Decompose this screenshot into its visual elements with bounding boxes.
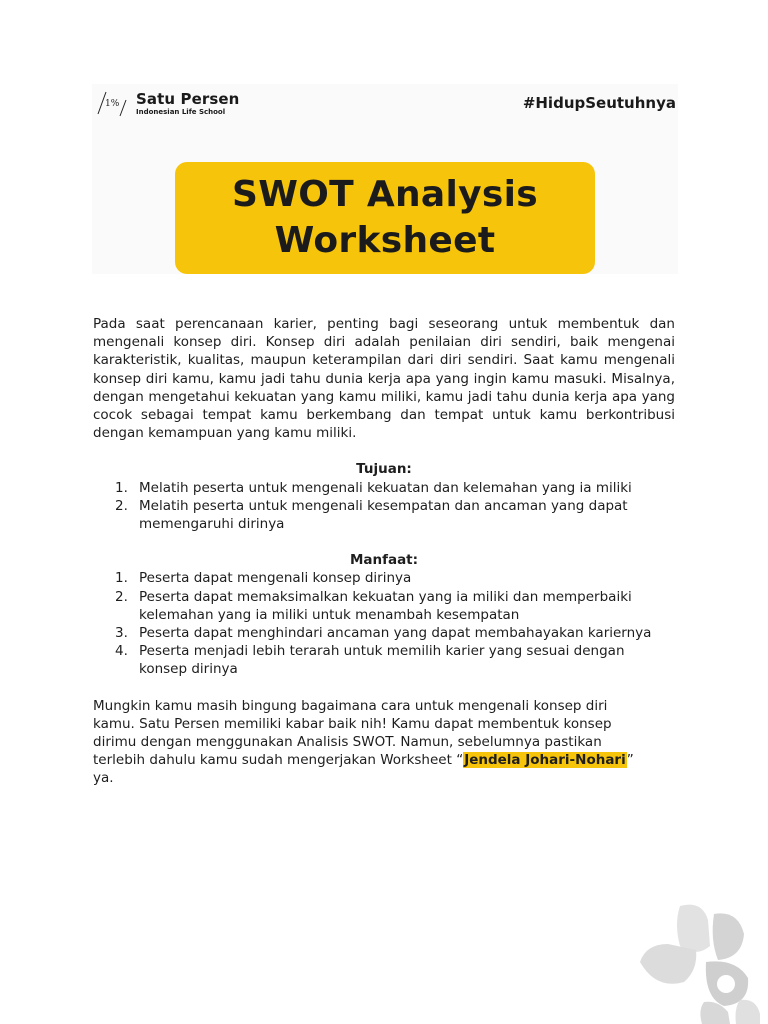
worksheet-body xyxy=(93,315,675,788)
closing-paragraph xyxy=(93,697,649,788)
list-item-text: Melatih peserta untuk mengenali kekuatan dan kelemahan yang ia miliki xyxy=(139,479,632,496)
list-item xyxy=(93,642,675,678)
list-item-text: Peserta dapat mengenali konsep dirinya xyxy=(139,570,412,587)
list-item xyxy=(93,497,675,533)
title-line-1: SWOT Analysis xyxy=(231,174,538,215)
manfaat-list xyxy=(93,569,675,678)
list-item xyxy=(93,624,675,642)
brand-tagline: Indonesian Life School xyxy=(136,108,226,116)
brand-logo[interactable] xyxy=(94,90,254,120)
list-item-text: Melatih peserta untuk mengenali kesempatan dan ancaman yang dapat memengaruhi dirinya xyxy=(139,497,628,533)
tujuan-list xyxy=(93,479,675,534)
list-item-text: Peserta menjadi lebih terarah untuk memilih karier yang sesuai dengan konsep dirinya xyxy=(139,643,625,678)
list-number: 1. xyxy=(115,479,128,496)
list-item-text: Peserta dapat menghindari ancaman yang dapat membahayakan kariernya xyxy=(139,625,652,642)
list-number: 2. xyxy=(115,588,128,605)
list-number: 1. xyxy=(115,570,128,587)
brand-name: Satu Persen xyxy=(136,90,240,108)
tujuan-heading: Tujuan: xyxy=(356,461,412,478)
list-item-text: Peserta dapat memaksimalkan kekuatan yang ia miliki dan memperbaiki kelemahan yang ia miliki untuk menambah kesempatan xyxy=(139,588,632,623)
logo-percent: 1% xyxy=(105,99,120,109)
list-number: 4. xyxy=(115,643,128,660)
manfaat-heading: Manfaat: xyxy=(349,552,419,569)
worksheet-link-highlight[interactable]: Jendela Johari-Nohari xyxy=(464,752,626,769)
closing-text-after: ” ya. xyxy=(93,752,634,787)
decorative-shapes xyxy=(640,900,768,1024)
list-number: 2. xyxy=(115,497,128,514)
closing-text-before: Mungkin kamu masih bingung bagaimana cara untuk mengenali konsep diri kamu. Satu Persen memiliki kabar baik nih! Kamu dapat membentuk konsep dirimu dengan menggunakan Analisis SWOT. Namun, sebelumnya pastikan terlebih dahulu kamu sudah mengerjakan Worksheet “ xyxy=(93,697,612,769)
list-item xyxy=(93,479,675,497)
list-item xyxy=(93,588,675,624)
list-number: 3. xyxy=(115,625,128,642)
title-line-2: Worksheet xyxy=(274,220,496,261)
intro-paragraph: Pada saat perencanaan karier, penting bagi seseorang untuk membentuk dan mengenali konsep diri. Konsep diri adalah penilaian diri sendiri, baik mengenai karakteristik, kualitas, maupun keterampilan dari diri sendiri. Saat kamu mengenali konsep diri kamu, kamu jadi tahu dunia kerja apa yang ingin kamu masuki. Misalnya, dengan mengetahui kekuatan yang kamu miliki, kamu jadi tahu dunia kerja apa yang cocok sebagai tempat kamu berkembang dan tempat untuk kamu berkontribusi dengan kemampuan yang kamu miliki. xyxy=(93,316,675,442)
title-banner xyxy=(175,162,595,274)
logo-mark xyxy=(94,90,128,118)
list-item xyxy=(93,569,675,587)
hashtag: #HidupSeutuhnya xyxy=(522,94,676,112)
